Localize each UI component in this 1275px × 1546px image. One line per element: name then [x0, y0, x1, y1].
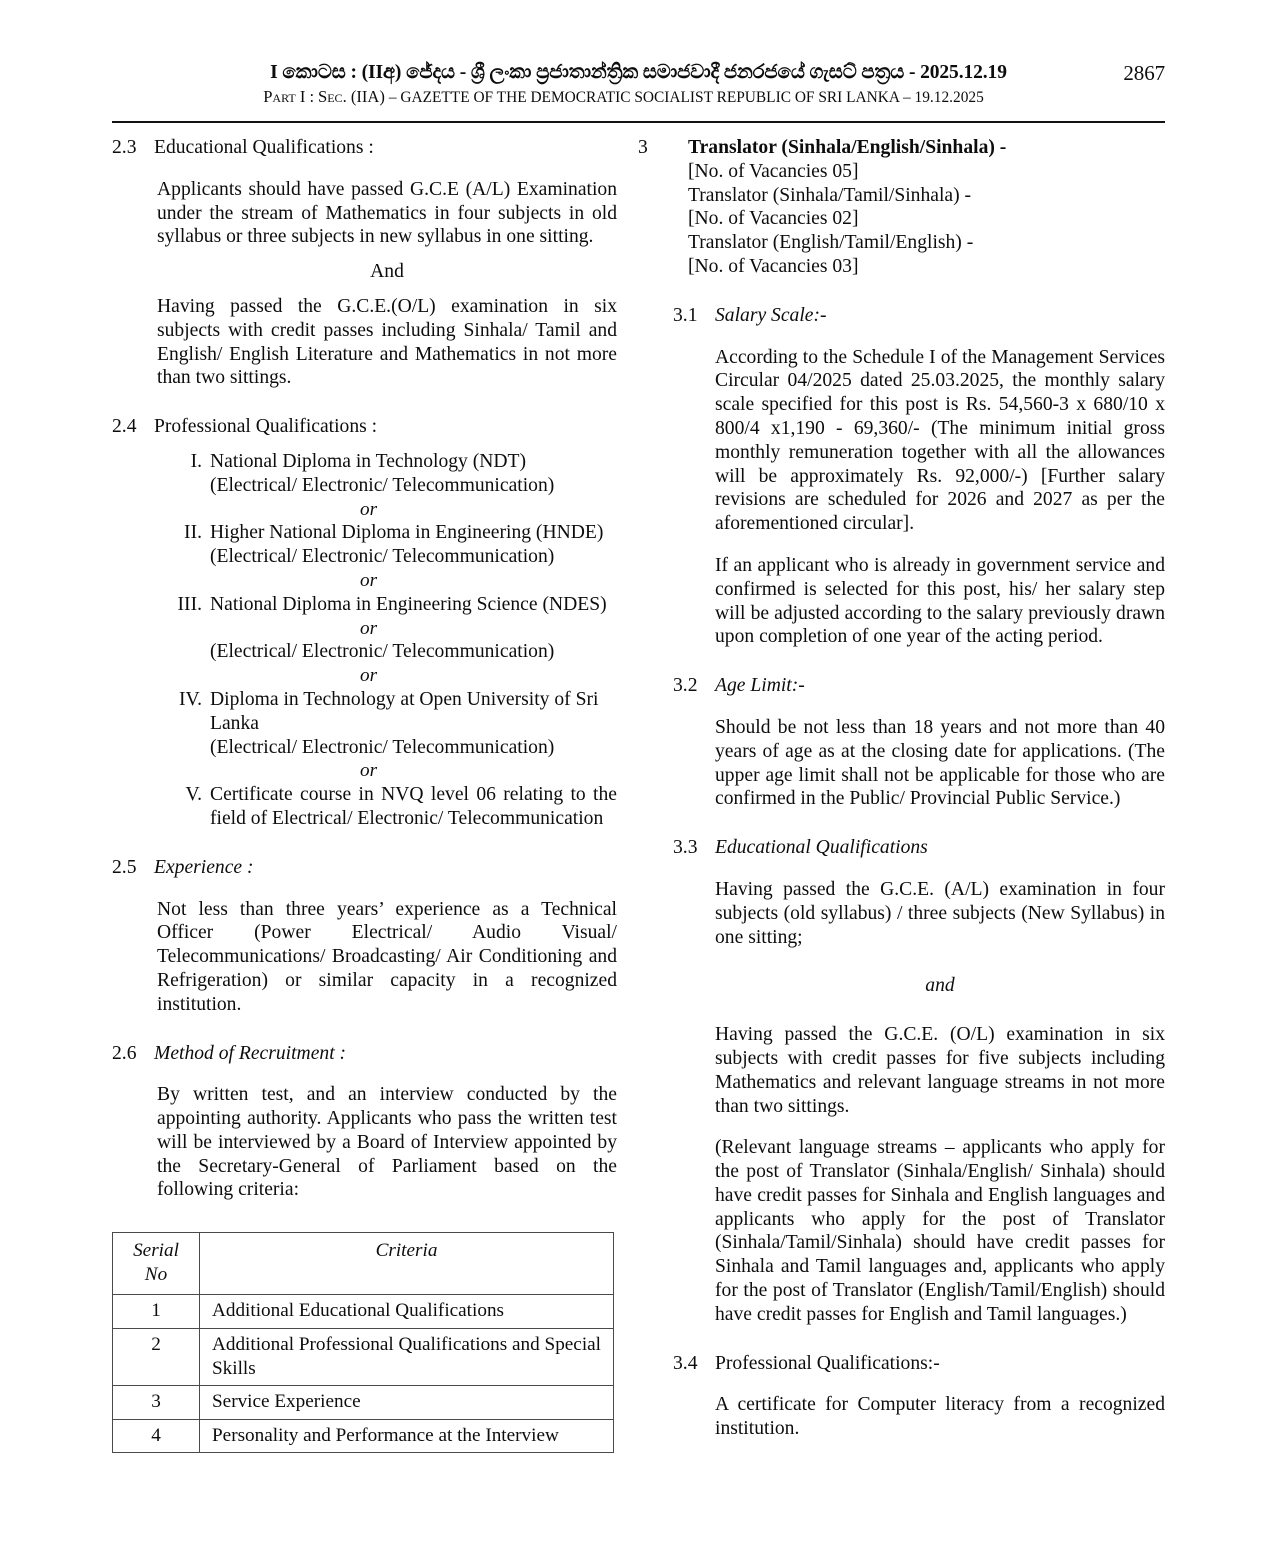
list-item-subtext: (Electrical/ Electronic/ Telecommunication): [210, 546, 555, 568]
section-3-1-title: Salary Scale:-: [715, 304, 827, 326]
or-separator: or: [359, 760, 378, 782]
list-item: [160, 783, 617, 831]
section-2-6-title: Method of Recruitment :: [154, 1042, 347, 1064]
section-3-3-connector: and: [925, 975, 955, 997]
section-3-1-number: 3.1: [673, 304, 698, 326]
list-item-text: Higher National Diploma in Engineering (HNDE): [210, 522, 604, 544]
section-2-3-paragraph-1: Applicants should have passed G.C.E (A/L) Examination under the stream of Mathematics in four subjects in old syllabus or three subjects in new syllabus in one sitting.: [157, 178, 617, 248]
list-item-subtext: (Electrical/ Electronic/ Telecommunication): [210, 474, 555, 496]
section-3-3-number: 3.3: [673, 837, 698, 859]
list-item: [160, 450, 617, 474]
section-2-3-number: 2.3: [112, 137, 137, 158]
post-vacancies-1: [No. of Vacancies 05]: [688, 160, 859, 182]
table-row: [113, 1386, 614, 1420]
section-2-5-number: 2.5: [112, 856, 137, 878]
section-2-6-number: 2.6: [112, 1042, 137, 1064]
section-2-4-number: 2.4: [112, 416, 137, 438]
post-title-2: Translator (Sinhala/Tamil/Sinhala) -: [688, 184, 972, 206]
section-2-3-connector: And: [370, 261, 404, 283]
post-title-3: Translator (English/Tamil/English) -: [688, 232, 974, 254]
section-3-3-paragraph-3: (Relevant language streams – applicants who apply for the post of Translator (Sinhala/English/ Sinhala) should have credit passes for Sinhala and English languages and applicants who apply for the post of Translator (Sinhala/Tamil/Sinhala) should have credit passes for Sinhala and Tamil languages and, applicants who apply for the post of Translator (English/Tamil/English) should have credit passes for English and Tamil languages.): [715, 1137, 1165, 1325]
or-separator: or: [359, 665, 378, 687]
list-item-text: Certificate course in NVQ level 06 relating to the field of Electrical/ Electronic/ Telecommunication: [210, 784, 617, 829]
page-header: [112, 60, 1165, 109]
section-2-5-title: Experience :: [154, 856, 254, 878]
right-column: [638, 136, 1165, 1441]
table-header-row: [113, 1233, 614, 1295]
list-item-subtext: (Electrical/ Electronic/ Telecommunication): [210, 641, 555, 663]
list-item-numeral: II.: [184, 522, 202, 544]
cell-criteria: Additional Educational Qualifications: [200, 1295, 614, 1329]
cell-criteria: Additional Professional Qualifications and Special Skills: [200, 1329, 614, 1386]
post-heading: [638, 136, 1165, 279]
section-3-1-paragraph-2: If an applicant who is already in government service and confirmed is selected for this post, his/ her salary step will be adjusted according to the salary previously drawn upon completion of one year of the acting period.: [715, 554, 1165, 648]
section-3-3-paragraph-2: Having passed the G.C.E. (O/L) examination in six subjects with credit passes for five subjects including Mathematics and relevant language streams in not more than two sittings.: [715, 1024, 1165, 1117]
post-vacancies-2: [No. of Vacancies 02]: [688, 208, 859, 230]
section-3-4-heading: [673, 1352, 1165, 1376]
section-2-5-paragraph: Not less than three years’ experience as a Technical Officer (Power Electrical/ Audio Visual/ Telecommunications/ Broadcasting/ Air Conditioning and Refrigeration) or similar capacity in a recognized institution.: [157, 898, 617, 1015]
header-english-line: [112, 86, 1165, 109]
list-item-text: National Diploma in Technology (NDT): [210, 450, 527, 472]
header-part-label: Part I :: [263, 87, 315, 106]
section-2-3-title: Educational Qualifications :: [154, 137, 374, 158]
header-divider-rule: [112, 121, 1165, 123]
post-vacancies-3: [No. of Vacancies 03]: [688, 255, 859, 277]
list-item-numeral: III.: [177, 593, 202, 615]
section-3-4-number: 3.4: [673, 1352, 698, 1374]
list-item: [160, 521, 617, 545]
section-3-3-title: Educational Qualifications: [715, 837, 928, 859]
section-3-3-paragraph-1: Having passed the G.C.E. (A/L) examination in four subjects (old syllabus) / three subjects (New Syllabus) in one sitting;: [715, 878, 1165, 948]
post-number: 3: [638, 137, 648, 158]
post-titles: [688, 136, 1165, 279]
table-row: [113, 1295, 614, 1329]
header-sec-label: Sec. (IIA): [318, 87, 385, 106]
post-title-1: Translator (Sinhala/English/Sinhala) -: [688, 137, 1007, 158]
criteria-table: [112, 1232, 614, 1453]
list-item: [160, 593, 617, 617]
section-3-1-heading: [673, 304, 1165, 328]
list-item-subtext: (Electrical/ Electronic/ Telecommunication): [210, 736, 555, 758]
section-3-4-paragraph: A certificate for Computer literacy from a recognized institution.: [715, 1394, 1165, 1440]
or-separator: or: [359, 569, 378, 591]
professional-qualifications-list: [160, 450, 617, 831]
header-sinhala-line: [112, 60, 1165, 86]
section-2-5-heading: [112, 856, 617, 880]
cell-criteria: Personality and Performance at the Interview: [200, 1419, 614, 1453]
cell-serial: 2: [113, 1329, 200, 1386]
left-column: [112, 136, 617, 1453]
or-separator: or: [359, 498, 378, 520]
section-2-3-heading: [112, 136, 617, 160]
or-separator: or: [359, 617, 378, 639]
header-sinhala-text: I කොටස : (IIඅ) ජේදය - ශ්‍රී ලංකා ප්‍රජාතාන්ත්‍රික සමාජවාදී ජනරජයේ ගැසට් පත්‍රය - 2025.12.19: [270, 62, 1007, 83]
cell-serial: 3: [113, 1386, 200, 1420]
section-2-6-paragraph: By written test, and an interview conducted by the appointing authority. Applicants who pass the written test will be interviewed by a Board of Interview appointed by the Secretary-General of Parliament based on the following criteria:: [157, 1084, 617, 1201]
list-item: [160, 688, 617, 736]
list-item-text: Diploma in Technology at Open University of Sri Lanka: [210, 688, 599, 734]
cell-serial: 1: [113, 1295, 200, 1329]
list-item-numeral: I.: [190, 450, 202, 472]
page-number: 2867: [1123, 61, 1165, 85]
section-3-2-paragraph: Should be not less than 18 years and not more than 40 years of age as at the closing date for applications. (The upper age limit shall not be applicable for those who are confirmed in the Public/ Provincial Public Service.): [715, 716, 1165, 810]
section-3-2-number: 3.2: [673, 675, 698, 697]
table-row: [113, 1329, 614, 1386]
section-3-1-paragraph-1: According to the Schedule I of the Management Services Circular 04/2025 dated 25.03.2025, the monthly salary scale specified for this post is Rs. 54,560-3 x 680/10 x 800/4 x1,190 - 69,360/- (The minimum initial gross monthly remuneration together with all the allowances will be approximately Rs. 92,000/-) [Further salary revisions are scheduled for 2026 and 2027 as per the aforementioned circular].: [715, 346, 1165, 535]
section-2-4-title: Professional Qualifications :: [154, 416, 378, 438]
column-header-criteria: Criteria: [200, 1233, 614, 1295]
section-2-6-heading: [112, 1042, 617, 1066]
list-item-text: National Diploma in Engineering Science (NDES): [210, 593, 607, 615]
cell-criteria: Service Experience: [200, 1386, 614, 1420]
column-header-serial-line1: Serial: [133, 1240, 179, 1262]
header-gazette-text: – GAZETTE OF THE DEMOCRATIC SOCIALIST REPUBLIC OF SRI LANKA – 19.12.2025: [388, 89, 984, 106]
column-header-serial-no: [113, 1233, 200, 1295]
section-2-4-heading: [112, 415, 617, 439]
section-3-3-heading: [673, 836, 1165, 860]
section-3-4-title: Professional Qualifications:-: [715, 1352, 940, 1374]
list-item-numeral: V.: [185, 784, 202, 806]
column-header-serial-line2: No: [144, 1263, 168, 1285]
list-item-numeral: IV.: [178, 688, 202, 710]
section-3-2-heading: [673, 674, 1165, 698]
table-row: [113, 1419, 614, 1453]
cell-serial: 4: [113, 1419, 200, 1453]
section-3-2-title: Age Limit:-: [715, 675, 805, 697]
section-2-3-paragraph-2: Having passed the G.C.E.(O/L) examination in six subjects with credit passes including Sinhala/ Tamil and English/ English Literature and Mathematics in not more than two sittings.: [157, 295, 617, 389]
